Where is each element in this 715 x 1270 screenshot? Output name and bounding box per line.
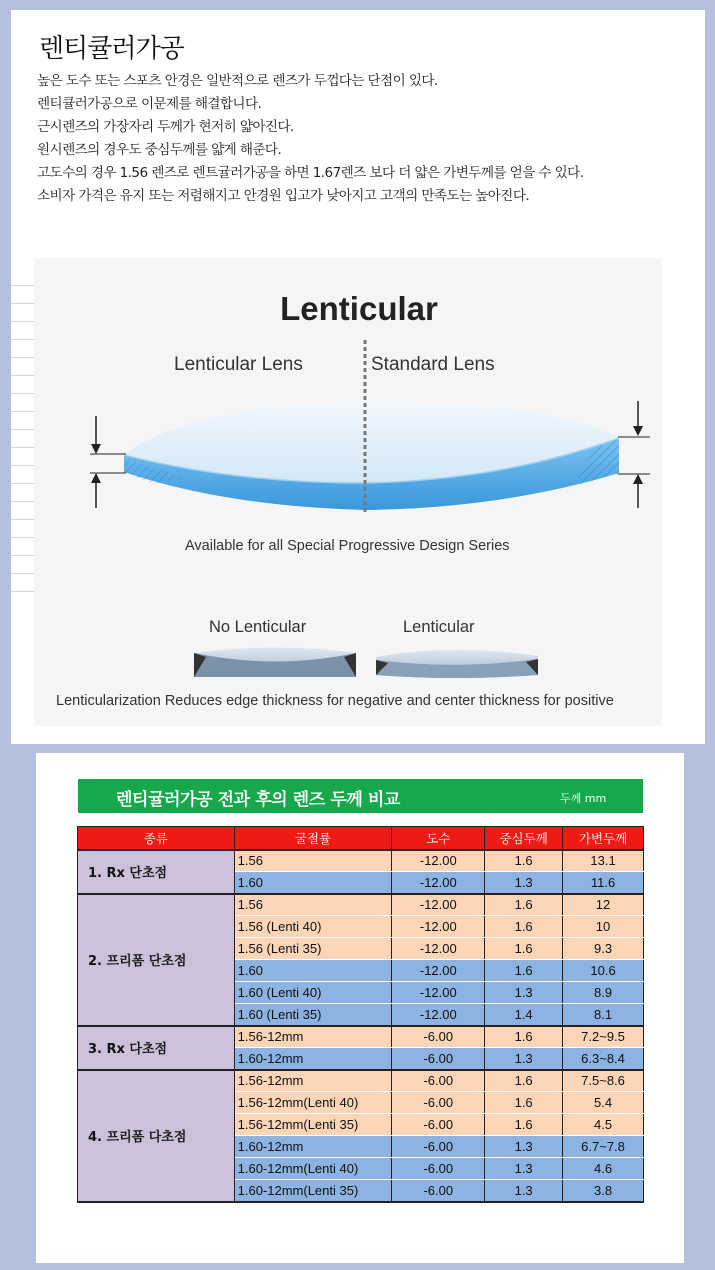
center-thickness-cell: 1.6 — [485, 960, 563, 982]
index-cell: 1.56 — [234, 894, 392, 916]
index-cell: 1.56 (Lenti 35) — [234, 938, 392, 960]
index-cell: 1.60-12mm — [234, 1048, 392, 1070]
power-cell: -6.00 — [392, 1180, 485, 1202]
center-thickness-cell: 1.6 — [485, 850, 563, 872]
diagram-caption: Lenticularization Reduces edge thickness for negative and center thickness for positive — [56, 693, 614, 709]
edge-thickness-cell: 4.5 — [563, 1114, 644, 1136]
edge-thickness-cell: 3.8 — [563, 1180, 644, 1202]
power-cell: -6.00 — [392, 1070, 485, 1092]
center-thickness-cell: 1.6 — [485, 1114, 563, 1136]
lenticular-lens-label: Lenticular Lens — [174, 354, 303, 375]
power-cell: -12.00 — [392, 850, 485, 872]
power-cell: -6.00 — [392, 1048, 485, 1070]
index-cell: 1.56-12mm — [234, 1026, 392, 1048]
edge-thickness-cell: 5.4 — [563, 1092, 644, 1114]
index-cell: 1.60-12mm(Lenti 35) — [234, 1180, 392, 1202]
table-row — [78, 894, 644, 916]
power-cell: -12.00 — [392, 894, 485, 916]
center-thickness-cell: 1.6 — [485, 938, 563, 960]
index-cell: 1.60 — [234, 872, 392, 894]
center-thickness-cell: 1.3 — [485, 872, 563, 894]
index-cell: 1.60 (Lenti 40) — [234, 982, 392, 1004]
power-cell: -12.00 — [392, 1004, 485, 1026]
edge-thickness-cell: 7.5~8.6 — [563, 1070, 644, 1092]
intro-description — [37, 70, 697, 208]
header-type: 종류 — [78, 827, 235, 850]
center-thickness-cell: 1.6 — [485, 1070, 563, 1092]
center-thickness-cell: 1.3 — [485, 1048, 563, 1070]
group-name-cell: 2. 프리폼 단초점 — [78, 894, 235, 1026]
edge-thickness-cell: 4.6 — [563, 1158, 644, 1180]
center-thickness-cell: 1.6 — [485, 1026, 563, 1048]
power-cell: -12.00 — [392, 960, 485, 982]
center-thickness-cell: 1.6 — [485, 894, 563, 916]
group-name-cell: 1. Rx 단초점 — [78, 850, 235, 894]
edge-thickness-cell: 8.9 — [563, 982, 644, 1004]
power-cell: -6.00 — [392, 1092, 485, 1114]
table-row — [78, 850, 644, 872]
edge-thickness-cell: 10 — [563, 916, 644, 938]
unit-label: 두께 mm — [560, 792, 607, 805]
edge-thickness-cell: 9.3 — [563, 938, 644, 960]
edge-thickness-cell: 7.2~9.5 — [563, 1026, 644, 1048]
index-cell: 1.60 — [234, 960, 392, 982]
comparison-panel — [36, 753, 684, 1263]
power-cell: -6.00 — [392, 1158, 485, 1180]
table-body — [78, 850, 644, 1202]
intro-panel — [11, 10, 705, 744]
edge-thickness-cell: 8.1 — [563, 1004, 644, 1026]
table-row — [78, 1026, 644, 1048]
edge-thickness-cell: 6.3~8.4 — [563, 1048, 644, 1070]
index-cell: 1.56-12mm(Lenti 35) — [234, 1114, 392, 1136]
index-cell: 1.60-12mm — [234, 1136, 392, 1158]
lens-illustration — [34, 258, 662, 726]
availability-note: Available for all Special Progressive Design Series — [185, 538, 510, 554]
intro-line: 소비자 가격은 유지 또는 저렴해지고 안경원 입고가 낮아지고 고객의 만족도는 높아진다. — [37, 188, 530, 204]
power-cell: -6.00 — [392, 1026, 485, 1048]
intro-line: 원시렌즈의 경우도 중심두께를 얇게 해준다. — [37, 142, 282, 158]
group-name-cell: 4. 프리폼 다초점 — [78, 1070, 235, 1202]
intro-line: 근시렌즈의 가장자리 두께가 현저히 얇아진다. — [37, 119, 294, 135]
center-thickness-cell: 1.3 — [485, 1136, 563, 1158]
index-cell: 1.56 — [234, 850, 392, 872]
index-cell: 1.56 (Lenti 40) — [234, 916, 392, 938]
header-edge-thickness: 가변두께 — [563, 827, 644, 850]
center-thickness-cell: 1.3 — [485, 1180, 563, 1202]
diagram-title: Lenticular — [280, 290, 438, 327]
center-thickness-cell: 1.6 — [485, 916, 563, 938]
power-cell: -12.00 — [392, 938, 485, 960]
edge-thickness-cell: 13.1 — [563, 850, 644, 872]
comparison-title: 렌티귤러가공 전과 후의 렌즈 두께 비교 — [116, 790, 400, 810]
power-cell: -6.00 — [392, 1114, 485, 1136]
no-lenticular-label: No Lenticular — [209, 618, 307, 636]
intro-line: 렌티큘러가공으로 이문제를 해결합니다. — [37, 96, 262, 112]
power-cell: -12.00 — [392, 916, 485, 938]
power-cell: -12.00 — [392, 872, 485, 894]
lenticular-diagram — [34, 258, 662, 726]
index-cell: 1.60 (Lenti 35) — [234, 1004, 392, 1026]
index-cell: 1.56-12mm — [234, 1070, 392, 1092]
edge-thickness-cell: 6.7~7.8 — [563, 1136, 644, 1158]
header-power: 도수 — [392, 827, 485, 850]
edge-thickness-cell: 10.6 — [563, 960, 644, 982]
side-rule-lines — [11, 285, 35, 605]
page-title: 렌티큘러가공 — [39, 34, 184, 64]
edge-thickness-cell: 11.6 — [563, 872, 644, 894]
group-name-cell: 3. Rx 다초점 — [78, 1026, 235, 1070]
comparison-header-bar — [78, 779, 643, 813]
index-cell: 1.56-12mm(Lenti 40) — [234, 1092, 392, 1114]
header-index: 굴절률 — [234, 827, 392, 850]
power-cell: -6.00 — [392, 1136, 485, 1158]
edge-thickness-cell: 12 — [563, 894, 644, 916]
table-row — [78, 1070, 644, 1092]
intro-line: 높은 도수 또는 스포츠 안경은 일반적으로 렌즈가 두껍다는 단점이 있다. — [37, 73, 438, 89]
center-thickness-cell: 1.6 — [485, 1092, 563, 1114]
standard-lens-label: Standard Lens — [371, 354, 495, 375]
center-thickness-cell: 1.3 — [485, 982, 563, 1004]
power-cell: -12.00 — [392, 982, 485, 1004]
center-thickness-cell: 1.3 — [485, 1158, 563, 1180]
lenticular-label: Lenticular — [403, 618, 475, 636]
header-center-thickness: 중심두께 — [485, 827, 563, 850]
center-thickness-cell: 1.4 — [485, 1004, 563, 1026]
intro-line: 고도수의 경우 1.56 렌즈로 렌트귤러가공을 하면 1.67렌즈 보다 더 얇은 가변두께를 얻을 수 있다. — [37, 165, 584, 181]
index-cell: 1.60-12mm(Lenti 40) — [234, 1158, 392, 1180]
thickness-comparison-table — [77, 826, 644, 1203]
table-header-row — [78, 827, 644, 850]
